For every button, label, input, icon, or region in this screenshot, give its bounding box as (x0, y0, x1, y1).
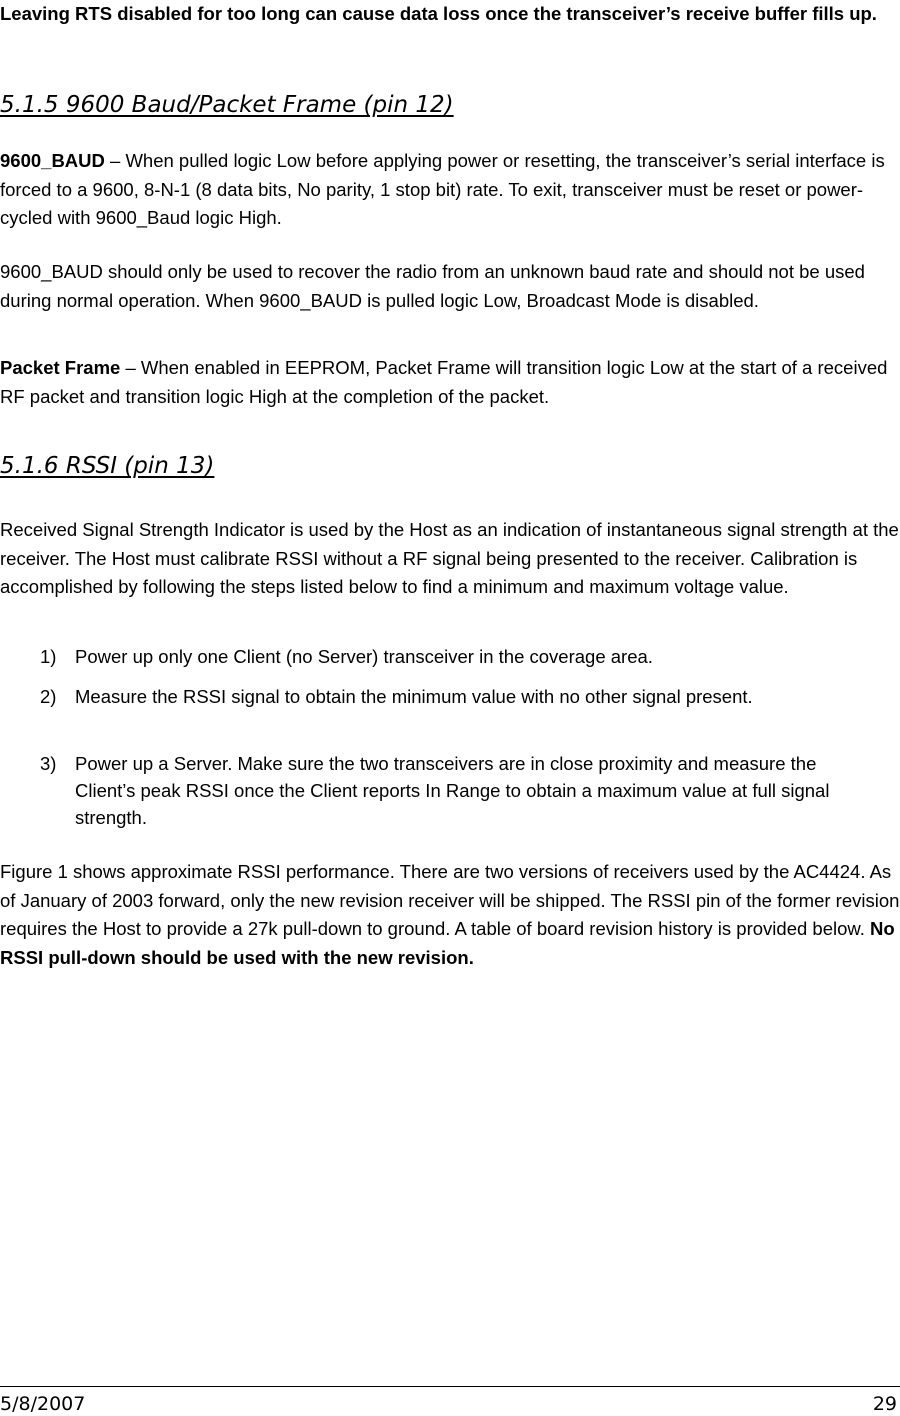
calibration-step (40, 750, 880, 831)
page-number: 29 (872, 1393, 897, 1415)
figure-paragraph (0, 858, 900, 972)
step-number: 1) (40, 646, 57, 667)
figure-description: Figure 1 shows approximate RSSI performance. There are two versions of receivers used by the AC4424. As of January of 2003 forward, only the new revision receiver will be shipped. The RSSI pin of the former revision requires the Host to provide a 27k pull-down to ground. A table of board revision history is provided below. (0, 861, 900, 939)
footer-divider (0, 1386, 900, 1387)
packet-frame-term: Packet Frame (0, 357, 121, 378)
step-text: Power up only one Client (no Server) transceiver in the coverage area. (75, 646, 653, 667)
pull-down-warning: No RSSI pull-down should be used with the new revision. (0, 918, 895, 968)
baud-description: – When pulled logic Low before applying power or resetting, the transceiver’s serial interface is forced to a 9600, 8-N-1 (8 data bits, No parity, 1 stop bit) rate. To exit, transceiver must be reset or power-cycled with 9600_Baud logic High. (0, 150, 885, 228)
step-text: Power up a Server. Make sure the two transceivers are in close proximity and measure the Client’s peak RSSI once the Client reports In Range to obtain a maximum value at full signal strength. (75, 753, 830, 828)
rts-warning: Leaving RTS disabled for too long can cause data loss once the transceiver’s receive buffer fills up. (0, 3, 877, 24)
step-text: Measure the RSSI signal to obtain the minimum value with no other signal present. (75, 686, 753, 707)
section-heading-5-1-6: 5.1.6 RSSI (pin 13) (0, 453, 215, 479)
calibration-step (40, 643, 880, 670)
packet-frame-description: – When enabled in EEPROM, Packet Frame will transition logic Low at the start of a received RF packet and transition logic High at the completion of the packet. (0, 357, 888, 407)
footer-date: 5/8/2007 (0, 1393, 86, 1415)
step-number: 2) (40, 686, 57, 707)
packet-frame-paragraph (0, 354, 900, 411)
calibration-step (40, 683, 880, 710)
baud-note-paragraph: 9600_BAUD should only be used to recover the radio from an unknown baud rate and should not be used during normal operation. When 9600_BAUD is pulled logic Low, Broadcast Mode is disabled. (0, 261, 865, 311)
section-heading-5-1-5: 5.1.5 9600 Baud/Packet Frame (pin 12) (0, 92, 454, 118)
step-number: 3) (40, 753, 57, 774)
baud-term: 9600_BAUD (0, 150, 105, 171)
rssi-intro-paragraph: Received Signal Strength Indicator is used by the Host as an indication of instantaneous signal strength at the receiver. The Host must calibrate RSSI without a RF signal being presented to the receiver. Calibration is accomplished by following the steps listed below to find a minimum and maximum voltage value. (0, 519, 899, 597)
baud-paragraph (0, 147, 900, 233)
